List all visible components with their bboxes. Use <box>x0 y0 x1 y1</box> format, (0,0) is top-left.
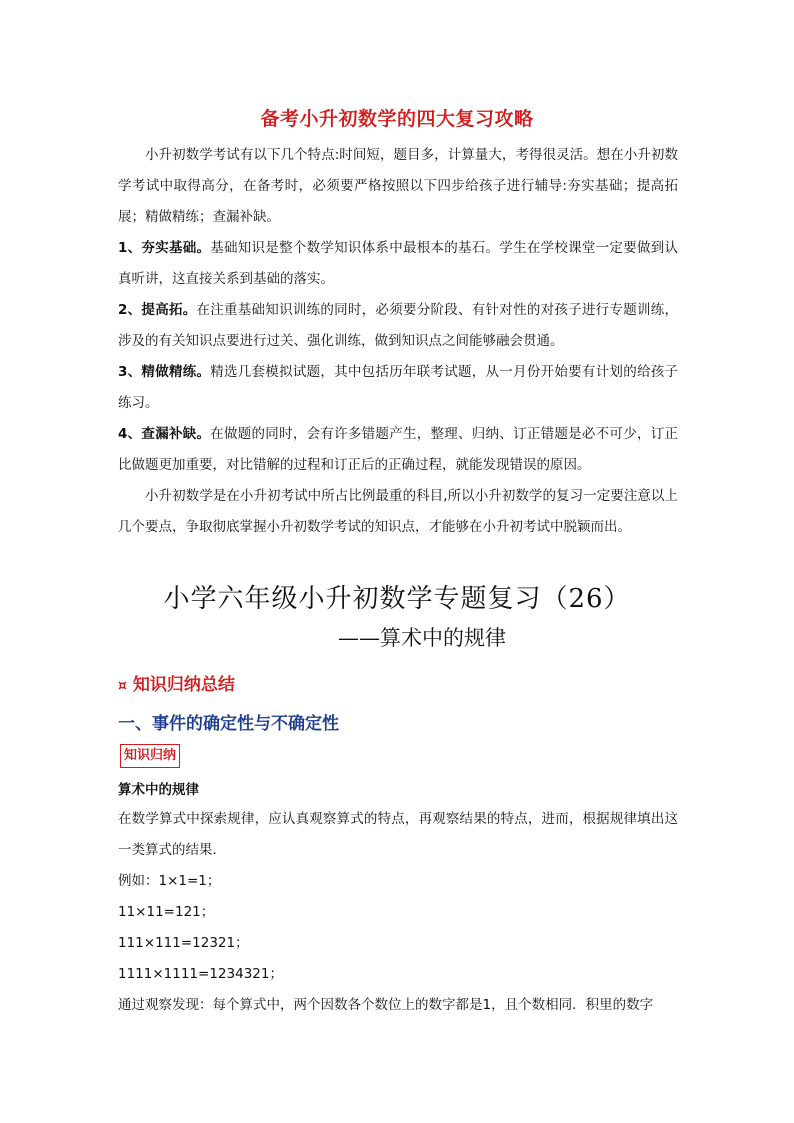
conclusion-text: 小升初数学是在小升初考试中所占比例最重的科目,所以小升初数学的复习一定要注意以上几个要点，争取彻底掌握小升初数学考试的知识点，才能够在小升初考试中脱颖而出。 <box>118 488 678 535</box>
rule-heading: 算术中的规律 <box>118 782 199 798</box>
main-title: 小学六年级小升初数学专题复习（26） <box>163 584 631 614</box>
section-knowledge-summary-label: 知识归纳总结 <box>132 675 235 695</box>
rule-text: 在数学算式中探索规律，应认真观察算式的特点，再观察结果的特点，进而，根据规律填出这一类算式的结果． <box>118 811 678 858</box>
step-4-body: 在做题的同时，会有许多错题产生，整理、归纳、订正错题是必不可少，订正比做题更加重要，对比错解的过程和订正后的正确过程，就能发现错误的原因。 <box>118 426 678 473</box>
example-list <box>118 866 678 990</box>
example-line: 111×111=12321； <box>118 935 249 951</box>
step-2-body: 在注重基础知识训练的同时，必须要分阶段、有针对性的对孩子进行专题训练，涉及的有关知识点要进行过关、强化训练，做到知识点之间能够融会贯通。 <box>118 302 678 349</box>
intro-text: 小升初数学考试有以下几个特点:时间短，题目多，计算量大，考得很灵活。想在小升初数学考试中取得高分，在备考时，必须要严格按照以下四步给孩子进行辅导:夯实基础；提高拓展；精做精练；查漏补缺。 <box>118 147 678 225</box>
step-4-head: 4、查漏补缺。 <box>118 426 211 442</box>
example-line: 1111×1111=1234321； <box>118 966 283 982</box>
observation-paragraph <box>118 990 678 1021</box>
step-2 <box>118 295 678 357</box>
knowledge-tag: 知识归纳 <box>120 744 180 768</box>
example-line: 例如：1×1=1； <box>118 873 221 889</box>
observation-text: 通过观察发现：每个算式中，两个因数各个数位上的数字都是1，且个数相同．积里的数字 <box>118 997 654 1013</box>
step-3-head: 3、精做精练。 <box>118 364 211 380</box>
step-2-head: 2、提高拓。 <box>118 302 197 318</box>
section-bullet-icon: ¤ <box>118 678 127 694</box>
intro-paragraph <box>118 140 678 233</box>
main-subtitle: ——算术中的规律 <box>338 626 506 650</box>
section-heading-1: 一、事件的确定性与不确定性 <box>118 714 339 734</box>
example-line: 11×11=121； <box>118 904 215 920</box>
step-1-body: 基础知识是整个数学知识体系中最根本的基石。学生在学校课堂一定要做到认真听讲，这直接关系到基础的落实。 <box>118 240 678 287</box>
step-1 <box>118 233 678 295</box>
step-4 <box>118 419 678 481</box>
step-3 <box>118 357 678 419</box>
section-knowledge-summary <box>118 670 235 695</box>
step-1-head: 1、夯实基础。 <box>118 240 211 256</box>
step-3-body: 精选几套模拟试题，其中包括历年联考试题，从一月份开始要有计划的给孩子练习。 <box>118 364 678 411</box>
conclusion-paragraph <box>118 481 678 543</box>
rule-paragraph <box>118 804 678 866</box>
doc-title: 备考小升初数学的四大复习攻略 <box>260 108 534 130</box>
